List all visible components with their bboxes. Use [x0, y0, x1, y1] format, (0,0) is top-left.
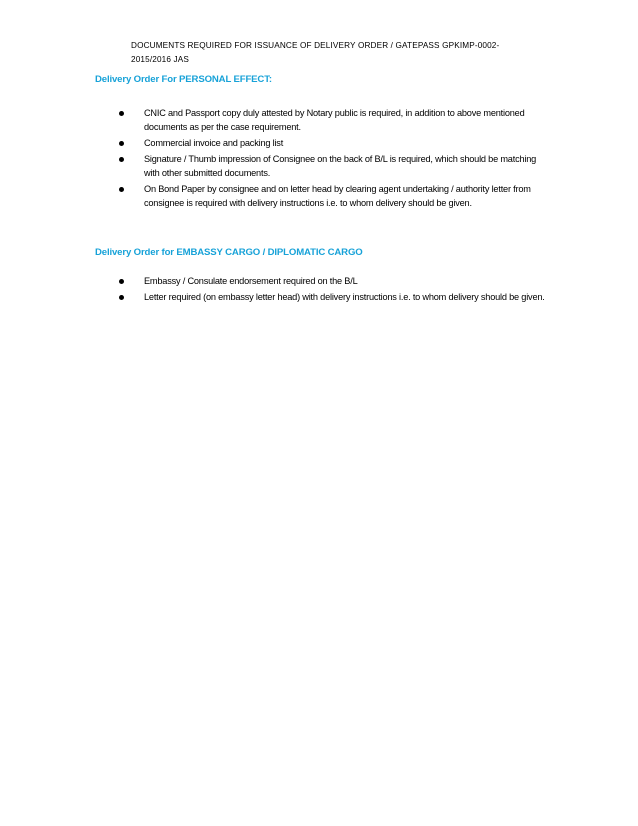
- bullet-icon: [119, 279, 124, 284]
- list-item: [0, 274, 546, 288]
- list-item: [0, 182, 546, 210]
- list-item-text: CNIC and Passport copy duly attested by Notary public is required, in addition to above mentioned documents as per the case requirement.: [144, 108, 525, 132]
- personal-effect-list: [0, 106, 546, 212]
- list-item-text: Letter required (on embassy letter head) with delivery instructions i.e. to whom delivery should be given.: [144, 292, 545, 302]
- bullet-icon: [119, 295, 124, 300]
- list-item-text: On Bond Paper by consignee and on letter head by clearing agent undertaking / authority letter from consignee is required with delivery instructions i.e. to whom delivery should be given.: [144, 184, 531, 208]
- list-item-text: Embassy / Consulate endorsement required on the B/L: [144, 276, 358, 286]
- embassy-cargo-list: [0, 274, 546, 306]
- header-line-2: 2015/2016 JAS: [131, 55, 189, 64]
- header-line-1: DOCUMENTS REQUIRED FOR ISSUANCE OF DELIVERY ORDER / GATEPASS GPKIMP-0002-: [131, 41, 500, 50]
- bullet-icon: [119, 187, 124, 192]
- document-header: [131, 39, 531, 67]
- bullet-icon: [119, 141, 124, 146]
- bullet-icon: [119, 111, 124, 116]
- list-item: [0, 106, 546, 134]
- list-item: [0, 152, 546, 180]
- section-heading-personal-effect: Delivery Order For PERSONAL EFFECT:: [95, 74, 272, 85]
- list-item: [0, 290, 546, 304]
- list-item-text: Signature / Thumb impression of Consignee on the back of B/L is required, which should be matching with other submitted documents.: [144, 154, 537, 178]
- bullet-icon: [119, 157, 124, 162]
- list-item-text: Commercial invoice and packing list: [144, 138, 284, 148]
- section-heading-embassy-cargo: Delivery Order for EMBASSY CARGO / DIPLOMATIC CARGO: [95, 247, 363, 258]
- list-item: [0, 136, 546, 150]
